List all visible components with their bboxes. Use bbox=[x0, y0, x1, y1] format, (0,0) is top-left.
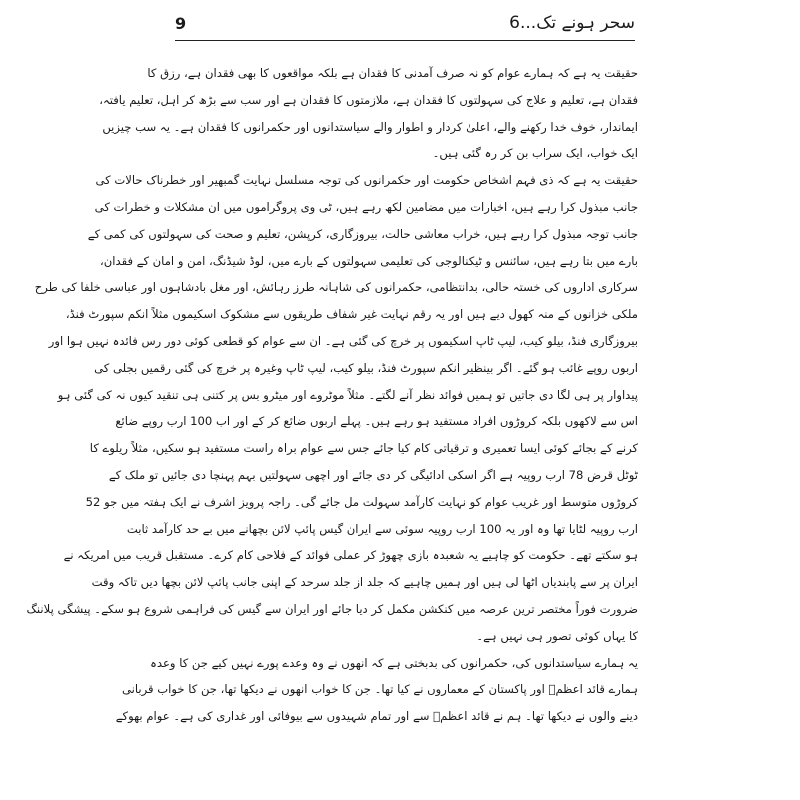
header-divider bbox=[175, 40, 635, 41]
text-line: ایماندار، خوف خدا رکھنے والے، اعلیٰ کردار و اطوار والے سیاستدانوں اور حکمرانوں کا فقدان ہے۔ یہ سب چیزیں bbox=[102, 119, 638, 134]
paragraph bbox=[26, 167, 638, 649]
text-line: اربوں روپے غائب ہو گئے۔ اگر بینظیر انکم سپورٹ فنڈ، بیلو کیب، لیپ ٹاپ وغیرہ پر خرچ کی گئی رقمیں بجلی کی bbox=[94, 360, 638, 375]
paragraph bbox=[115, 650, 638, 730]
text-line: کرنے کے بجائے کوئی ایسا تعمیری و ترقیاتی کام کیا جائے جس سے عوام براہ راست مستفید ہو سکیں، مثلاً ریلوے کا bbox=[89, 441, 638, 456]
paragraph bbox=[99, 60, 638, 167]
text-line: ایک خواب، ایک سراب بن کر رہ گئی ہیں۔ bbox=[432, 146, 638, 161]
text-line: سرکاری اداروں کی خستہ حالی، بدانتظامی، حکمرانوں کی شاہانہ طرز رہائش، اور مغل بادشاہوں اور عباسی خلفا کی طرح bbox=[34, 280, 638, 295]
text-line: ملکی خزانوں کے منہ کھول دیے ہیں اور یہ رقم نہایت غیر شفاف طریقوں سے مشکوک اسکیموں مثلاً انکم سپورٹ فنڈ، bbox=[65, 307, 638, 322]
text-line: ہمارے قائد اعظمؒ اور پاکستان کے معماروں نے کیا تھا۔ جن کا خواب انھوں نے دیکھا تھا، جن کا خواب قربانی bbox=[121, 682, 638, 697]
body-text bbox=[26, 60, 638, 730]
text-line: جانب توجہ مبذول کرا رہے ہیں، خراب معاشی حالت، بیروزگاری، کرپشن، تعلیم و صحت کی سہولتوں کی کمی کے bbox=[87, 226, 638, 241]
text-line: ضرورت فوراً مختصر ترین عرصہ میں کنکشن مکمل کر دیا جائے اور ایران سے گیس کی فراہمی شروع ہو سکے۔ پیشگی پلاننگ bbox=[26, 601, 638, 616]
text-line: کروڑوں متوسط اور غریب عوام کو نہایت کارآمد سہولت مل جائے گی۔ راجہ پرویز اشرف نے ایک ہفتہ میں جو 52 bbox=[85, 494, 638, 509]
text-line: فقدان ہے، تعلیم و علاج کی سہولتوں کا فقدان ہے، ملازمتوں کا فقدان ہے اور سب سے بڑھ کر اہل، تعلیم یافتہ، bbox=[99, 92, 638, 107]
text-line: ارب روپیہ لٹایا تھا وہ اور یہ 100 ارب روپیہ سوئی سے ایران گیس پائپ لائن بچھانے میں بے حد کارآمد ثابت bbox=[126, 521, 638, 536]
text-line: دینے والوں نے دیکھا تھا۔ ہم نے قائد اعظمؒ سے اور تمام شہیدوں سے بیوفائی اور غداری کی ہے۔ عوام بھوکے bbox=[115, 709, 638, 724]
text-line: اس سے لاکھوں بلکہ کروڑوں افراد مستفید ہو رہے ہیں۔ پہلے اربوں ضائع کر کے اور اب 100 ارب روپے ضائع bbox=[115, 414, 638, 429]
text-line: بیروزگاری فنڈ، بیلو کیب، لیپ ٹاپ اسکیموں پر خرچ کی گئی ہے۔ ان سے عوام کو قطعی کوئی دور رس فائدہ نہیں ہوا اور bbox=[48, 333, 638, 348]
text-line: یہ ہمارے سیاستدانوں کی، حکمرانوں کی بدبختی ہے کہ انھوں نے وہ وعدے پورے نہیں کیے جن کا وعدہ bbox=[150, 655, 638, 670]
text-line: پیداوار پر ہی لگا دی جاتیں تو ہمیں فوائد نظر آنے لگتے۔ مثلاً موٹروے اور میٹرو بس پر کتنی ہی تنقید کیوں نہ کی گئی ہو bbox=[57, 387, 638, 402]
text-line: حقیقت یہ ہے کہ ذی فہم اشخاص حکومت اور حکمرانوں کی توجہ مسلسل نہایت گمبھیر اور خطرناک حالات کی bbox=[95, 173, 638, 188]
running-title: سحر ہونے تک...6 bbox=[509, 13, 635, 33]
page-number: 9 bbox=[175, 14, 187, 33]
text-line: ٹوٹل قرض 78 ارب روپیہ ہے اگر اسکی ادائیگی کر دی جائے اور اچھی سہولتیں بہم پہنچا دی جائیں تو ملک کے bbox=[108, 467, 638, 482]
text-line: بارے میں بتا رہے ہیں، سائنس و ٹیکنالوجی کی تعلیمی سہولتوں کے بارے میں، لوڈ شیڈنگ، امن و امان کے فقدان، bbox=[100, 253, 638, 268]
text-line: ہو سکتے تھے۔ حکومت کو چاہیے یہ شعبدہ بازی چھوڑ کر عملی فوائد کے فلاحی کام کرے۔ مستقبل قریب میں امریکہ نے bbox=[63, 548, 638, 563]
text-line: حقیقت یہ ہے کہ ہمارے عوام کو نہ صرف آمدنی کا فقدان ہے بلکہ مواقعوں کا بھی فقدان ہے، رزق کا bbox=[147, 66, 638, 80]
text-line: کا یہاں کوئی تصور ہی نہیں ہے۔ bbox=[476, 628, 638, 643]
page-header bbox=[175, 12, 635, 48]
text-line: جانب مبذول کرا رہے ہیں، اخبارات میں مضامین لکھ رہے ہیں، ٹی وی پروگراموں میں ان مشکلات و خطرات کی bbox=[94, 199, 638, 214]
text-line: ایران پر سے پابندیاں اٹھا لی ہیں اور ہمیں چاہیے کہ جلد از جلد سرحد کے اپنی جانب پائپ لائن بچھا دیں تاکہ وقت bbox=[91, 575, 638, 590]
